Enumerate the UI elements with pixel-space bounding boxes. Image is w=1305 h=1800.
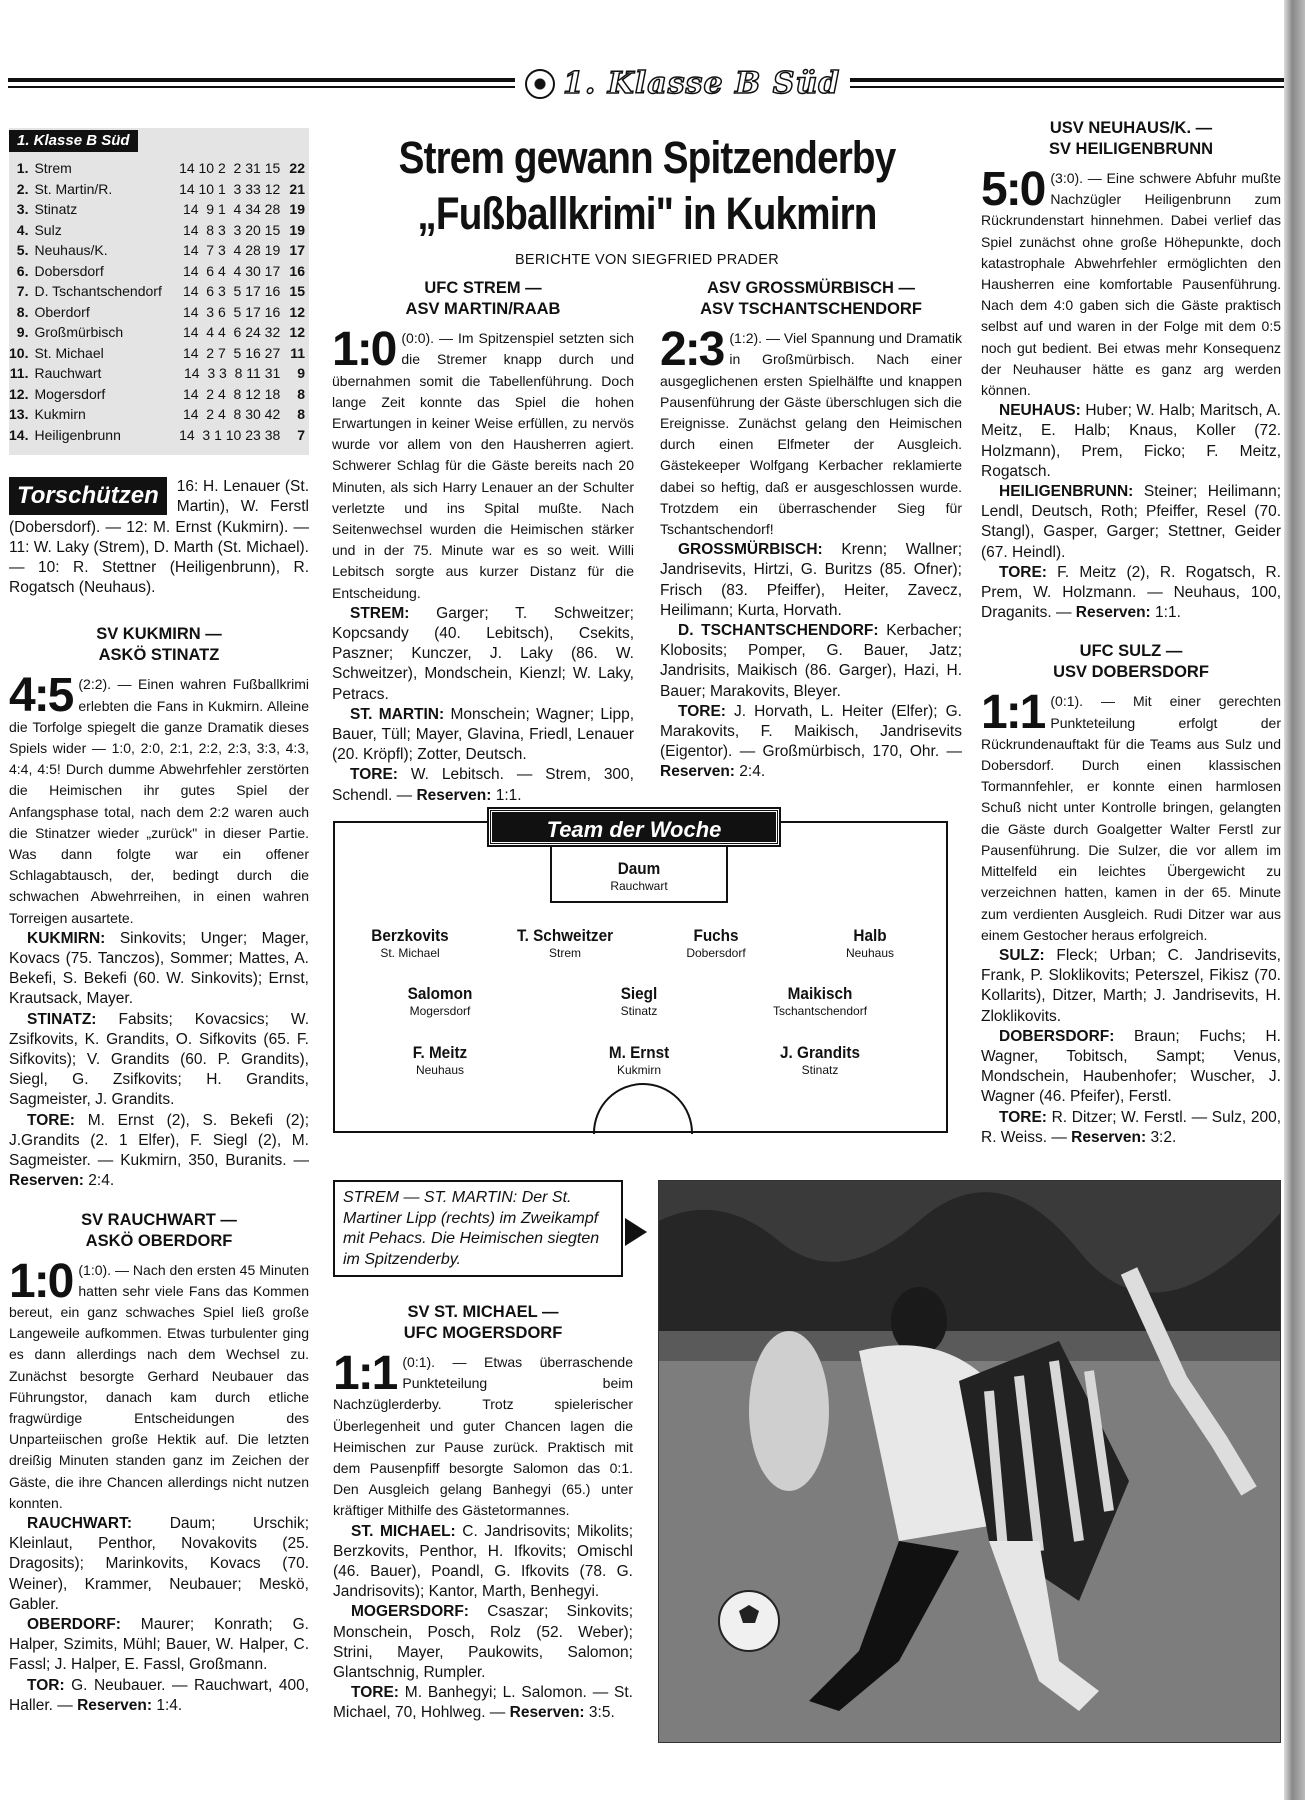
match-score: 1:1 [981,686,1045,740]
table-cell-pts: 19 [289,201,305,218]
table-cell-stats: 14 10 1 3 33 12 [179,180,281,197]
player-card: Salomon Mogersdorf [407,984,473,1018]
table-cell-rank: 12. [9,385,29,402]
lineup-away: Maurer; Konrath; G. Halper, Szimits, Mühl; Bauer, W. Halper, C. Fassl; J. Halper, E. Fassl, Großmann. [9,1615,309,1674]
table-cell-stats: 14 3 1 10 23 38 [179,426,281,443]
team-of-the-week [333,817,948,1133]
lineup-away: Monschein; Wagner; Lipp, Bauer, Tüll; Mayer, Glavina, Friedl, Lenauer (20. Kröpfl); Zotter, Deutsch. [332,705,634,764]
table-cell-team: Dobersdorf [34,262,104,279]
table-cell-rank: 5. [16,242,29,259]
lineup-away: Fabsits; Kovacsics; W. Zsifkovits, K. Grandits, O. Sifkovits (65. F. Sifkovits); V. Grandits (60. P. Grandits), Siegl, G. Zsifkovits; H. Grandits, Sagmeister, J. Grandits. [9,1010,309,1109]
match-text: (1:0). — Nach den ersten 45 Minuten hatten sehr viele Fans das Kommen bereut, ein ganz schwaches Spiel ließ große Langeweile aufkommen. Etwas turbulenter ging es dann allerdings nach dem Wechsel zu. Zunächst besorgte Gerhard Neubauer das Führungstor, danach kam durch etliche fragwürdige Entscheidungen des Unparteiischen große Hektik auf. Die letzten dreißig Minuten standen ganz im Zeichen der Gäste, die ihre Chancen allerdings nicht nutzen konnten. [9,1261,309,1511]
match-heading: USV NEUHAUS/K. — SV HEILIGENBRUNN [1048,119,1214,158]
league-table [9,128,309,455]
table-row [9,302,309,323]
match-score: 5:0 [981,163,1045,216]
report-rauchwart: SV RAUCHWART — ASKÖ OBERDORF 1:0 (1:0). — Nach den ersten 45 Minuten hatten sehr viele Fans das Kommen bereut, ein ganz schwaches Spiel ließ große Langeweile aufkommen. Etwas turbulenter ging es dann allerdings nach dem Wechsel zu. Zunächst besorgte Gerhard Neubauer das Führungstor, danach kam durch etliche fragwürdige Entscheidungen des Unparteiischen große Hektik auf. Die letzten dreißig Minuten standen ganz im Zeichen der Gäste, die ihre Chancen allerdings nicht nutzen konnten. RAUCHWART: Daum; Urschik; Kleinlaut, Penthor, Novakovits (25. Dragosits); Marinkovits, Kovacs (70. Weiner), Krammer, Neubauer; Meskö, Gabler. OBERDORF: Maurer; Konrath; G. Halper, Szimits, Mühl; Bauer, W. Halper, C. Fassl; J. Halper, E. Fassl, Großmann. TOR: G. Neubauer. — Rauchwart, 400, Haller. — Reserven: 1:4. [9,1210,310,1714]
table-cell-stats: 14 10 2 2 31 15 [179,160,281,177]
match-score: 1:1 [333,1347,397,1400]
table-row [9,322,309,343]
column-center [332,130,962,806]
table-cell-rank: 3. [16,201,29,218]
lineup-home: Fleck; Urban; C. Jandrisevits, Frank, P. Sloklikovits; Peterszel, Fikisz (70. Kollarits), Ditzer, Marth; J. Jandrisevits, H. Zloklikovits. [981,946,1281,1025]
lineup-home: Krenn; Wallner; Jandrisevits, Hirtzi, G. Buritzs (85. Ofner); Frisch (83. Pfeiffer), Heiter, Zavecz, Heilimann; Kurta, Horvath. [660,541,963,619]
table-row [9,281,309,302]
scorers-block [9,477,309,598]
table-row [9,261,309,282]
report-strem: UFC STREM — ASV MARTIN/RAAB 1:0 (0:0). — Im Spitzenspiel setzten sich die Stremer knapp durch und übernahmen somit die Tabellenführung. Doch lange Zeit konnte das Spiel die hohen Erwartungen in keiner Weise erfüllen, zu nervös wurde vor allem von den Hausherren agiert. Schwerer Schlag für die Gäste bereits nach 20 Minuten, als sich Harry Lenauer an der Schulter verletzte und ins Spital mußte. Nach Seitenwechsel wurden die Heimischen stärker und in der 75. Minute war es so weit. Willi Lebitsch sorgte aus kurzer Distanz für die Entscheidung. STREM: Garger; T. Schweitzer; Kopcsandy (40. Lebitsch), Csekits, Paszner; Kunczer, J. Laky (86. W. Schweitzer), Mondschein, Kienzl; W. Laky, Petracs. ST. MARTIN: Monschein; Wagner; Lipp, Bauer, Tüll; Mayer, Glavina, Friedl, Lenauer (20. Kröpfl); Zotter, Deutsch. TORE: W. Lebitsch. — Strem, 300, Schendl. — Reserven: 1:1. [332,279,634,804]
table-cell-pts: 15 [289,283,305,300]
football-icon [525,69,555,99]
table-cell-pts: 8 [297,385,305,402]
table-cell-team: Kukmirn [34,406,86,423]
match-heading: UFC STREM — ASV MARTIN/RAAB [405,279,561,319]
league-table-title: 1. Klasse B Süd [9,130,138,152]
match-score: 2:3 [660,323,724,377]
table-cell-team: St. Michael [34,344,104,361]
table-cell-stats: 14 9 1 4 34 28 [182,201,281,218]
column-left [9,128,309,1716]
goals: W. Lebitsch. — Strem, 300, Schendl. — [332,766,634,804]
table-cell-team: Mogersdorf [34,385,106,402]
lineup-home: Sinkovits; Unger; Mager, Kovacs (75. Tanczos), Sommer; Mattes, A. Bekefi, S. Bekefi (60. W. Sinkovits); Ernst, Krautsack, Mayer. [9,929,309,1008]
match-text: (3:0). — Eine schwere Abfuhr mußte Nachzügler Heiligenbrunn zum Rückrundenstart hinnehmen. Dabei verlief das Spiel zunächst ohne große Höhepunkte, doch katastrophale Abwehrfehler ermöglichten den Hausherren eine komfortable Pausenführung. Nach dem 4:0 gaben sich die Gäste praktisch selbst auf und waren in der Folge mit dem 0:5 noch gut bedient. Bei etwas mehr Konsequenz der Neuhauser hätte es ganz arg werden können. [981,170,1281,399]
table-cell-team: D. Tschantschendorf [34,283,162,300]
table-row [9,158,309,179]
match-photo-image [659,1181,1281,1743]
byline: BERICHTE VON SIEGFRIED PRADER [514,252,780,268]
match-score: 1:0 [332,323,396,377]
table-cell-pts: 11 [290,344,305,361]
center-arc [593,1083,693,1183]
table-cell-pts: 9 [297,365,305,382]
lineup-home: Daum; Urschik; Kleinlaut, Penthor, Novakovits (25. Dragosits); Marinkovits, Kovacs (70. Weiner), Krammer, Neubauer; Meskö, Gabler. [9,1514,310,1613]
headline: Strem gewann Spitzenderby „Fußballkrimi" in Kukmirn [398,132,896,239]
goals: F. Meitz (2), R. Rogatsch, R. Prem, W. Holzmann. — Neuhaus, 100, Draganits. — [981,563,1281,622]
table-cell-stats: 14 4 4 6 24 32 [182,324,281,341]
table-cell-stats: 14 2 4 8 30 42 [182,406,281,423]
table-cell-team: Oberdorf [34,303,90,320]
table-row [9,363,309,384]
table-row [9,384,309,405]
table-cell-rank: 14. [9,426,29,443]
goals: M. Ernst (2), S. Bekefi (2); J.Grandits (2. 1 Elfer), F. Siegl (2), M. Sagmeister. — Kukmirn, 350, Buranits. — [9,1111,310,1170]
table-cell-rank: 7. [16,283,29,300]
match-score: 1:0 [9,1254,73,1308]
player-card: F. Meitz Neuhaus [412,1043,468,1077]
match-text: (2:2). — Einen wahren Fußballkrimi erlebten die Fans in Kukmirn. Alleine die Torfolge spiegelt die ganze Dramatik dieses Spiels wider — 1:0, 2:0, 2:1, 2:2, 2:3, 3:3, 4:3, 4:4, 4:5! Durch dumme Abwehrfehler zerstörten die Heimischen ihr gutes Spiel der Anfangsphase total, nach dem 2:2 waren auch die Stinatzer wieder „zurück" in dieser Partie. Was dann folgte war ein offener Schlagabtausch, der, bedingt durch die schwachen Abwehrreihen, in einen wahren Torreigen ausartete. [9,676,309,926]
section-title: 1. Klasse B Süd [563,65,841,101]
table-cell-stats: 14 2 4 8 12 18 [182,385,281,402]
match-text: (0:1). — Etwas überraschende Punkteteilung beim Nachzüglerderby. Trotz spielerischer Überlegenheit und guter Chancen lagen die Heimischen zur Pause zurück. Praktisch mit dem Pausenpfiff besorgte Salomon das 0:1. Den Ausgleich gelang Banhegyi (65.) unter kräftiger Mithilfe des Gästetormannes. [333,1354,633,1519]
table-cell-team: Rauchwart [34,365,102,382]
table-cell-rank: 13. [9,406,29,423]
report-kukmirn: SV KUKMIRN — ASKÖ STINATZ 4:5 (2:2). — Einen wahren Fußballkrimi erlebten die Fans in Kukmirn. Alleine die Torfolge spiegelt die ganze Dramatik dieses Spiels wider — 1:0, 2:0, 2:1, 2:2, 2:3, 3:3, 4:3, 4:4, 4:5! Durch dumme Abwehrfehler zerstörten die Heimischen ihr gutes Spiel der Anfangsphase total, nach dem 2:2 waren auch die Stinatzer wieder „zurück" in dieser Partie. Was dann folgte war ein offener Schlagabtausch, der, bedingt durch die schwachen Abwehrreihen, in einen wahren Torreigen ausartete. KUKMIRN: Sinkovits; Unger; Mager, Kovacs (75. Tanczos), Sommer; Mattes, A. Bekefi, S. Bekefi (60. W. Sinkovits); Ernst, Krautsack, Mayer. STINATZ: Fabsits; Kovacsics; W. Zsifkovits, K. Grandits, O. Sifkovits (65. F. Sifkovits); V. Grandits (60. P. Grandits), Siegl, G. Zsifkovits; H. Grandits, Sagmeister, J. Grandits. TORE: M. Ernst (2), S. Bekefi (2); J.Grandits (2. 1 Elfer), F. Siegl (2), M. Sagmeister. — Kukmirn, 350, Buranits. — Reserven: 2:4. [9,625,310,1190]
player-card: T. Schweitzer Strem [516,926,614,960]
lineup-home: Huber; W. Halb; Maritsch, A. Meitz, E. Halb; Knaus, Koller (72. Holzmann), Prem, Ficko; F. Meitz, Rogatsch. [981,402,1281,480]
match-heading: SV ST. MICHAEL — UFC MOGERSDORF [403,1303,563,1342]
table-cell-pts: 12 [289,324,305,341]
match-heading: SV KUKMIRN — ASKÖ STINATZ [96,625,222,665]
table-cell-rank: 4. [16,221,29,238]
table-row [9,425,309,446]
report-grossmuerbisch: ASV GROSSMÜRBISCH — ASV TSCHANTSCHENDORF 2:3 (1:2). — Viel Spannung und Dramatik in Großmürbisch. Nach einer ausgeglichenen ersten Spielhälfte und knappen Pausenführung der Gäste überschlugen sich die Ereignisse. Zunächst gelang den Heimischen durch einen Elfmeter der Ausgleich. Gästekeeper Wolfgang Kerbacher reklamierte dabei so heftig, daß er ausgeschlossen wurde. Trotzdem ein überraschender Sieg für Tschantschendorf! GROSSMÜRBISCH: Krenn; Wallner; Jandrisevits, Hirtzi, G. Buritzs (85. Ofner); Frisch (83. Pfeiffer), Heiter, Zavecz, Heilimann; Kurta, Horvath. D. TSCHANTSCHENDORF: Kerbacher; Klobosits; Pomper, G. Bauer, Jatz; Jandrisits, Maikisch (86. Garger), Hazi, H. Bauer; Marakovits, Bleyer. TORE: J. Horvath, L. Heiter (Elfer); G. Marakovits, F. Maikisch, Jandrisevits (Eigentor). — Großmürbisch, 170, Ohr. — Reserven: 2:4. [660,279,963,781]
table-cell-stats: 14 2 7 5 16 27 [182,344,281,361]
table-cell-rank: 9. [16,324,29,341]
match-photo [658,1180,1281,1743]
match-heading: SV RAUCHWART — ASKÖ OBERDORF [81,1210,237,1250]
lineup-home: Garger; T. Schweitzer; Kopcsandy (40. Lebitsch), Csekits, Paszner; Kunczer, J. Laky (86. W. Schweitzer), Mondschein, Kienzl; W. Laky, Petracs. [332,604,634,703]
table-cell-pts: 22 [289,160,305,177]
table-cell-stats: 14 6 3 5 17 16 [182,283,281,300]
team-of-week-title: Team der Woche [489,809,779,845]
match-score: 4:5 [9,669,73,723]
table-cell-stats: 14 7 3 4 28 19 [182,242,281,259]
lineup-away: Csaszar; Sinkovits; Monschein, Posch, Rolz (52. Weber); Strini, Mayer, Paukowits, Salomon; Glantschnig, Rumpler. [333,1603,633,1682]
player-card: Siegl Stinatz [620,984,658,1018]
table-cell-rank: 6. [16,262,29,279]
player-card: M. Ernst Kukmirn [608,1043,670,1077]
table-cell-stats: 14 6 4 4 30 17 [182,262,281,279]
table-cell-team: Strem [34,160,72,177]
table-cell-team: Sulz [34,221,62,238]
lineup-away: Kerbacher; Klobosits; Pomper, G. Bauer, Jatz; Jandrisits, Maikisch (86. Garger), Hazi, H. Bauer; Marakovits, Bleyer. [660,622,963,700]
lineup-away: Steiner; Heilimann; Lendl, Deutsch, Roth; Pfeiffer, Resel (70. Stangl), Gasper, Garger; Stettner, Geider (67. Heindl). [981,483,1282,561]
standings-table [9,158,309,445]
goals: J. Horvath, L. Heiter (Elfer); G. Marakovits, F. Maikisch, Jandrisevits (Eigentor). — Großmürbisch, 170, Ohr. — [660,702,962,761]
table-cell-rank: 2. [16,180,29,197]
player-card: Daum Rauchwart [610,859,668,893]
player-card: J. Grandits Stinatz [780,1043,860,1077]
player-card: Halb Neuhaus [845,926,895,960]
table-cell-pts: 17 [289,242,305,259]
table-row [9,240,309,261]
report-stmichael: SV ST. MICHAEL — UFC MOGERSDORF 1:1 (0:1). — Etwas überraschende Punkteteilung beim Nachzüglerderby. Trotz spielerischer Überlegenheit und guter Chancen lagen die Heimischen zur Pause zurück. Praktisch mit dem Pausenpfiff besorgte Salomon das 0:1. Den Ausgleich gelang Banhegyi (65.) unter kräftiger Mithilfe des Gästetormannes. ST. MICHAEL: C. Jandrisovits; Mikolits; Berzkovits, Penthor, H. Ifkovits; Omischl (46. Bauer), Poandl, G. Ifkovits (78. G. Jandrisovits); Kantor, Marth, Benhegyi. MOGERSDORF: Csaszar; Sinkovits; Monschein, Posch, Rolz (52. Weber); Strini, Mayer, Paukowits, Salomon; Glantschnig, Rumpler. TORE: M. Banhegyi; L. Salomon. — St. Michael, 70, Hohlweg. — Reserven: 3:5. [333,1303,634,1722]
lineup-home: C. Jandrisovits; Mikolits; Berzkovits, Penthor, H. Ifkovits; Omischl (46. Bauer), Poandl, G. Ifkovits (78. G. Jandrisovits); Kantor, Marth, Benhegyi. [333,1522,634,1601]
table-cell-stats: 14 8 3 3 20 15 [182,221,281,238]
table-cell-pts: 12 [289,303,305,320]
section-header [515,64,850,104]
table-cell-team: Heiligenbrunn [34,426,121,443]
column-right [981,118,1281,1148]
table-cell-rank: 11. [9,365,29,382]
goals: G. Neubauer. — Rauchwart, 400, Haller. — [9,1676,309,1714]
table-cell-rank: 10. [9,344,29,361]
table-cell-stats: 14 3 3 8 11 31 [184,365,281,382]
table-cell-pts: 21 [289,180,305,197]
scorers-text: 16: H. Lenauer (St. Martin), W. Ferstl (Dobersdorf). — 12: M. Ernst (Kukmirn). — 11: W. Laky (Strem), D. Marth (St. Michael). — 10: R. Stettner (Heiligenbrunn), R. Rogatsch (Neuhaus). [9,478,309,597]
player-card: Berzkovits St. Michael [371,926,449,960]
match-text: (0:1). — Mit einer gerechten Punkteteilung erfolgt der Rückrundenauftakt für die Teams aus Sulz und Dobersdorf. Durch einen klassischen Tormannfehler, er konnte einen harmlosen Schuß nicht unter Kontrolle bringen, gelangten die Gäste durch Goalgetter Walter Ferstl zur Pausenführung. Die Sulzer, die vor allem im Mittelfeld ein leichtes Übergewicht zu verzeichnen hatten, kamen in der 65. Minute zum verdienten Ausgleich. Rudi Ditzer war aus einem Gestocher heraus erfolgreich. [981,693,1281,943]
report-sulz: UFC SULZ — USV DOBERSDORF 1:1 (0:1). — Mit einer gerechten Punkteteilung erfolgt der Rückrundenauftakt für die Teams aus Sulz und Dobersdorf. Durch einen klassischen Tormannfehler, er konnte einen harmlosen Schuß nicht unter Kontrolle bringen, gelangten die Gäste durch Goalgetter Walter Ferstl zur Pausenführung. Die Sulzer, die vor allem im Mittelfeld ein leichtes Übergewicht zu verzeichnen hatten, kamen in der 65. Minute zum verdienten Ausgleich. Rudi Ditzer war aus einem Gestocher heraus erfolgreich. SULZ: Fleck; Urban; C. Jandrisevits, Frank, P. Sloklikovits; Peterszel, Fikisz (70. Kollarits), Ditzer, Marth; J. Jandrisevits, H. Zloklikovits. DOBERSDORF: Braun; Fuchs; H. Wagner, Tobitsch, Sampt; Venus, Mondschein, Haubenhofer; Wuscher, J. Wagner (46. Pfeifer), Ferstl. TORE: R. Ditzer; W. Ferstl. — Sulz, 200, R. Weiss. — Reserven: 3:2. [981,642,1282,1146]
table-cell-pts: 7 [297,426,305,443]
report-neuhaus: USV NEUHAUS/K. — SV HEILIGENBRUNN 5:0 (3:0). — Eine schwere Abfuhr mußte Nachzügler Heiligenbrunn zum Rückrundenstart hinnehmen. Dabei verlief das Spiel zunächst ohne große Höhepunkte, doch katastrophale Abwehrfehler ermöglichten den Hausherren eine komfortable Pausenführung. Nach dem 4:0 gaben sich die Gäste praktisch selbst auf und waren in der Folge mit dem 0:5 noch gut bedient. Bei etwas mehr Konsequenz der Neuhauser hätte es ganz arg werden können. NEUHAUS: Huber; W. Halb; Maritsch, A. Meitz, E. Halb; Knaus, Koller (72. Holzmann), Prem, Ficko; F. Meitz, Rogatsch. HEILIGENBRUNN: Steiner; Heilimann; Lendl, Deutsch, Roth; Pfeiffer, Resel (70. Stangl), Gasper, Garger; Stettner, Geider (67. Heindl). TORE: F. Meitz (2), R. Rogatsch, R. Prem, W. Holzmann. — Neuhaus, 100, Draganits. — Reserven: 1:1. [981,119,1282,622]
arrow-right-icon [625,1218,647,1246]
match-heading: ASV GROSSMÜRBISCH — ASV TSCHANTSCHENDORF [700,279,922,319]
table-cell-pts: 19 [289,221,305,238]
table-cell-team: St. Martin/R. [34,180,113,197]
match-text: (0:0). — Im Spitzenspiel setzten sich die Stremer knapp durch und übernahmen somit die Tabellenführung. Doch lange Zeit konnte das Spiel die hohen Erwartungen in keiner Weise erfüllen, zu nervös wurde vor allem von den Hausherren agiert. Schwerer Schlag für die Gäste bereits nach 20 Minuten, als sich Harry Lenauer an der Schulter verletzte und ins Spital mußte. Nach Seitenwechsel wurden die Heimischen stärker und in der 75. Minute war es so weit. Willi Lebitsch sorgte aus kurzer Distanz für die Entscheidung. [332,330,634,601]
table-cell-pts: 8 [297,406,305,423]
page-spine [1284,0,1305,1800]
table-row [9,199,309,220]
match-text: (1:2). — Viel Spannung und Dramatik in Großmürbisch. Nach einer ausgeglichenen ersten Spielhälfte und knappen Pausenführung der Gäste überschlugen sich die Ereignisse. Zunächst gelang den Heimischen durch einen Elfmeter der Ausgleich. Gästekeeper Wolfgang Kerbacher reklamierte dabei so heftig, daß er ausgeschlossen wurde. Trotzdem ein überraschender Sieg für Tschantschendorf! [660,330,962,538]
table-row [9,220,309,241]
table-cell-rank: 1. [16,160,29,177]
table-cell-stats: 14 3 6 5 17 16 [182,303,281,320]
table-cell-team: Großmürbisch [34,324,124,341]
table-row [9,404,309,425]
player-card: Maikisch Tschantschendorf [772,984,868,1018]
table-cell-rank: 8. [16,303,29,320]
goals: M. Banhegyi; L. Salomon. — St. Michael, 70, Hohlweg. — [333,1684,633,1722]
scorers-tag: Torschützen [9,477,167,515]
table-cell-team: Stinatz [34,201,78,218]
table-cell-pts: 16 [289,262,305,279]
table-row [9,179,309,200]
table-row [9,343,309,364]
lineup-away: Braun; Fuchs; H. Wagner, Tobitsch, Sampt; Venus, Mondschein, Haubenhofer; Wuscher, J. Wagner (46. Pfeifer), Ferstl. [981,1027,1281,1106]
player-card: Fuchs Dobersdorf [686,926,746,960]
match-heading: UFC SULZ — USV DOBERSDORF [1053,642,1209,682]
table-cell-team: Neuhaus/K. [34,242,108,259]
goals: R. Ditzer; W. Ferstl. — Sulz, 200, R. Weiss. — [981,1108,1282,1146]
photo-caption: STREM — ST. MARTIN: Der St. Martiner Lipp (rechts) im Zweikampf mit Pehacs. Die Heimischen siegten im Spitzenderby. [333,1180,623,1277]
